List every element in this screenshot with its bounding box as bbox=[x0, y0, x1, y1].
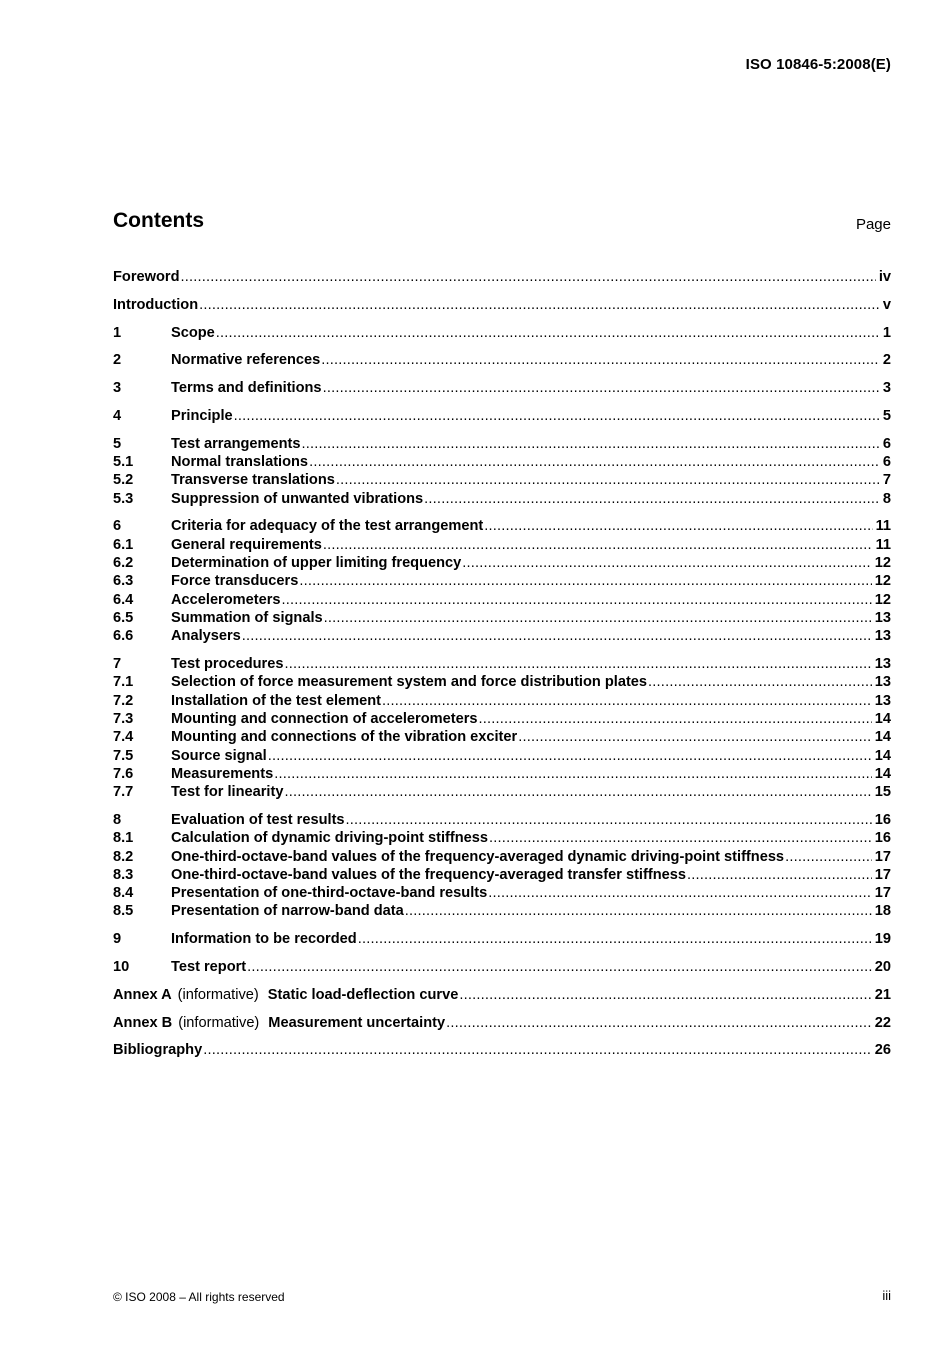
toc-entry-title: Mounting and connection of accelerometers bbox=[171, 710, 478, 727]
toc-entry-page: 6 bbox=[882, 435, 891, 452]
toc-entry-title: Foreword bbox=[113, 269, 180, 285]
toc-entry[interactable] bbox=[113, 268, 891, 286]
toc-entry-number: 5.3 bbox=[113, 490, 134, 507]
toc-dot-leader bbox=[274, 765, 872, 783]
toc-entry-annex-title: Static load-deflection curve bbox=[267, 986, 459, 1003]
toc-entry-number: 7.1 bbox=[113, 674, 134, 691]
toc-entry-page: 11 bbox=[875, 536, 891, 553]
toc-dot-leader bbox=[446, 1014, 872, 1032]
toc-entry-number: 3 bbox=[113, 380, 122, 397]
contents-heading: Contents bbox=[113, 209, 204, 232]
table-of-contents bbox=[113, 268, 891, 1060]
toc-entry-title: Determination of upper limiting frequency bbox=[171, 555, 462, 572]
toc-dot-leader bbox=[299, 572, 871, 590]
toc-entry[interactable] bbox=[113, 692, 891, 710]
toc-entry[interactable] bbox=[113, 554, 891, 572]
toc-entry-annex-type: (informative) bbox=[177, 986, 259, 1003]
toc-dot-leader bbox=[268, 747, 872, 765]
toc-entry-number: 8.4 bbox=[113, 885, 134, 902]
toc-entry-title: Annex A bbox=[113, 986, 172, 1003]
toc-entry-number: 7.2 bbox=[113, 692, 134, 709]
toc-entry-title: One-third-octave-band values of the frequency-averaged transfer stiffness bbox=[171, 866, 686, 883]
toc-entry-page: 11 bbox=[875, 518, 891, 535]
toc-entry-title: Selection of force measurement system and force distribution plates bbox=[171, 674, 648, 691]
toc-entry-title: Test arrangements bbox=[171, 435, 301, 452]
toc-entry-number: 6.4 bbox=[113, 591, 134, 608]
toc-entry-number: 6.3 bbox=[113, 573, 134, 590]
toc-entry-title: Scope bbox=[171, 324, 215, 341]
copyright-notice: © ISO 2008 – All rights reserved bbox=[113, 1290, 285, 1304]
toc-entry[interactable] bbox=[113, 747, 891, 765]
toc-entry-title: Summation of signals bbox=[171, 609, 323, 626]
toc-entry-title: Source signal bbox=[171, 747, 267, 764]
toc-entry-number: 10 bbox=[113, 959, 130, 975]
toc-dot-leader bbox=[247, 958, 872, 976]
toc-entry[interactable] bbox=[113, 811, 891, 829]
toc-entry-title: Evaluation of test results bbox=[171, 811, 345, 828]
toc-entry[interactable] bbox=[113, 728, 891, 746]
toc-entry-number: 5 bbox=[113, 435, 122, 452]
toc-entry[interactable] bbox=[113, 471, 891, 489]
toc-entry-number: 4 bbox=[113, 407, 122, 424]
toc-entry[interactable] bbox=[113, 765, 891, 783]
toc-entry-title: One-third-octave-band values of the frequency-averaged dynamic driving-point stiffness bbox=[171, 848, 785, 865]
toc-dot-leader bbox=[321, 351, 880, 369]
toc-dot-leader bbox=[489, 829, 872, 847]
toc-entry-title: Force transducers bbox=[171, 573, 299, 590]
toc-dot-leader bbox=[358, 930, 872, 948]
toc-entry-number: 6.5 bbox=[113, 609, 134, 626]
toc-entry-page: 22 bbox=[874, 1014, 891, 1031]
toc-entry-page: 16 bbox=[874, 830, 891, 847]
toc-dot-leader bbox=[199, 296, 880, 314]
toc-entry[interactable] bbox=[113, 958, 891, 976]
toc-entry-page: 3 bbox=[882, 380, 891, 397]
toc-entry[interactable] bbox=[113, 435, 891, 453]
toc-entry-title: Transverse translations bbox=[171, 472, 335, 489]
toc-dot-leader bbox=[284, 655, 871, 673]
toc-dot-leader bbox=[405, 902, 872, 920]
toc-entry-page: 21 bbox=[874, 986, 891, 1003]
toc-entry[interactable] bbox=[113, 783, 891, 801]
toc-entry[interactable] bbox=[113, 986, 891, 1004]
toc-entry[interactable] bbox=[113, 902, 891, 920]
toc-entry[interactable] bbox=[113, 829, 891, 847]
toc-entry[interactable] bbox=[113, 572, 891, 590]
toc-entry-title: Installation of the test element bbox=[171, 692, 382, 709]
toc-entry[interactable] bbox=[113, 453, 891, 471]
toc-entry-number: 7.7 bbox=[113, 784, 134, 801]
toc-entry[interactable] bbox=[113, 884, 891, 902]
toc-entry[interactable] bbox=[113, 1014, 891, 1032]
toc-entry-page: 26 bbox=[874, 1042, 891, 1059]
toc-entry[interactable] bbox=[113, 655, 891, 673]
toc-entry-page: 13 bbox=[874, 656, 891, 673]
toc-entry-number: 7 bbox=[113, 656, 122, 673]
toc-dot-leader bbox=[180, 268, 875, 286]
toc-entry-number: 8.2 bbox=[113, 848, 134, 865]
toc-entry-title: Normal translations bbox=[171, 454, 309, 471]
toc-entry[interactable] bbox=[113, 296, 891, 314]
toc-entry-page: 15 bbox=[874, 784, 891, 801]
toc-entry-title: Presentation of one-third-octave-band results bbox=[171, 885, 488, 902]
toc-entry-page: 13 bbox=[874, 692, 891, 709]
toc-entry-title: Analysers bbox=[171, 628, 241, 645]
toc-dot-leader bbox=[282, 591, 872, 609]
toc-dot-leader bbox=[488, 884, 872, 902]
toc-entry-number: 2 bbox=[113, 352, 122, 369]
toc-entry-page: 8 bbox=[882, 490, 891, 507]
toc-dot-leader bbox=[459, 986, 871, 1004]
toc-dot-leader bbox=[484, 517, 872, 535]
toc-entry-number: 6.6 bbox=[113, 628, 134, 645]
toc-entry-number: 8.5 bbox=[113, 903, 134, 920]
toc-entry[interactable] bbox=[113, 1041, 891, 1059]
toc-entry-page: 13 bbox=[874, 674, 891, 691]
toc-dot-leader bbox=[518, 728, 872, 746]
toc-dot-leader bbox=[302, 435, 880, 453]
toc-entry-number: 7.6 bbox=[113, 765, 134, 782]
toc-entry[interactable] bbox=[113, 930, 891, 948]
toc-entry-page: 12 bbox=[874, 591, 891, 608]
toc-entry-number: 6.1 bbox=[113, 536, 134, 553]
toc-dot-leader bbox=[424, 490, 880, 508]
toc-entry-title: Information to be recorded bbox=[171, 931, 357, 948]
toc-entry-title: Introduction bbox=[113, 296, 199, 313]
toc-dot-leader bbox=[323, 536, 873, 554]
toc-entry-page: 6 bbox=[882, 454, 891, 471]
toc-entry-number: 7.3 bbox=[113, 710, 134, 727]
toc-entry-number: 7.4 bbox=[113, 729, 134, 746]
toc-dot-leader bbox=[346, 811, 872, 829]
toc-entry-page: iv bbox=[878, 269, 891, 285]
toc-entry-title: Presentation of narrow-band data bbox=[171, 903, 404, 920]
toc-entry-number: 7.5 bbox=[113, 747, 134, 764]
toc-entry-page: 18 bbox=[874, 903, 891, 920]
toc-entry-page: 13 bbox=[874, 609, 891, 626]
toc-dot-leader bbox=[309, 453, 880, 471]
toc-dot-leader bbox=[648, 673, 872, 691]
toc-entry-page: 7 bbox=[882, 472, 891, 489]
toc-entry-title: Measurements bbox=[171, 765, 274, 782]
toc-entry-page: 14 bbox=[874, 729, 891, 746]
toc-entry-number: 9 bbox=[113, 931, 122, 948]
toc-entry[interactable] bbox=[113, 517, 891, 535]
toc-entry-title: Principle bbox=[171, 407, 233, 424]
toc-dot-leader bbox=[323, 379, 880, 397]
document-id: ISO 10846-5:2008(E) bbox=[745, 56, 891, 73]
toc-entry-title: Test report bbox=[171, 959, 247, 975]
toc-entry-title: Accelerometers bbox=[171, 591, 281, 608]
toc-entry-number: 5.2 bbox=[113, 472, 134, 489]
toc-entry[interactable] bbox=[113, 536, 891, 554]
toc-entry-page: 1 bbox=[882, 324, 891, 341]
toc-entry-number: 1 bbox=[113, 324, 122, 341]
toc-entry[interactable] bbox=[113, 866, 891, 884]
toc-dot-leader bbox=[462, 554, 871, 572]
toc-entry-number: 8.1 bbox=[113, 830, 134, 847]
toc-entry-number: 8 bbox=[113, 811, 122, 828]
toc-entry[interactable] bbox=[113, 379, 891, 397]
toc-dot-leader bbox=[479, 710, 872, 728]
toc-entry[interactable] bbox=[113, 324, 891, 342]
toc-entry-title: General requirements bbox=[171, 536, 322, 553]
toc-entry-page: 17 bbox=[874, 866, 891, 883]
toc-entry-page: 12 bbox=[874, 573, 891, 590]
toc-dot-leader bbox=[336, 471, 880, 489]
toc-entry[interactable] bbox=[113, 673, 891, 691]
page-number: iii bbox=[882, 1288, 891, 1303]
toc-entry-title: Bibliography bbox=[113, 1042, 203, 1059]
toc-dot-leader bbox=[687, 866, 872, 884]
toc-entry-page: 13 bbox=[874, 628, 891, 645]
toc-entry-number: 6 bbox=[113, 518, 122, 535]
toc-entry-title: Suppression of unwanted vibrations bbox=[171, 490, 424, 507]
toc-entry-title: Terms and definitions bbox=[171, 380, 322, 397]
toc-entry-annex-type: (informative) bbox=[178, 1014, 260, 1031]
toc-entry-number: 5.1 bbox=[113, 454, 134, 471]
toc-entry-page: 16 bbox=[874, 811, 891, 828]
toc-entry-page: 20 bbox=[874, 959, 891, 975]
toc-entry-page: 14 bbox=[874, 747, 891, 764]
toc-entry-page: 5 bbox=[882, 407, 891, 424]
toc-entry-page: 19 bbox=[874, 931, 891, 948]
toc-entry-page: 17 bbox=[874, 848, 891, 865]
toc-entry[interactable] bbox=[113, 351, 891, 369]
toc-dot-leader bbox=[284, 783, 871, 801]
toc-entry[interactable] bbox=[113, 627, 891, 645]
toc-entry[interactable] bbox=[113, 407, 891, 425]
toc-entry-title: Annex B bbox=[113, 1014, 173, 1031]
toc-entry-page: 14 bbox=[874, 710, 891, 727]
toc-entry-page: 14 bbox=[874, 765, 891, 782]
toc-entry-page: 17 bbox=[874, 885, 891, 902]
toc-dot-leader bbox=[234, 407, 880, 425]
toc-entry-annex-title: Measurement uncertainty bbox=[268, 1014, 446, 1031]
toc-entry[interactable] bbox=[113, 710, 891, 728]
toc-dot-leader bbox=[785, 848, 872, 866]
toc-entry-title: Criteria for adequacy of the test arrangement bbox=[171, 518, 484, 535]
toc-entry-title: Calculation of dynamic driving-point stiffness bbox=[171, 830, 489, 847]
toc-entry-page: v bbox=[882, 296, 891, 313]
toc-dot-leader bbox=[382, 692, 872, 710]
toc-entry-title: Test for linearity bbox=[171, 784, 284, 801]
toc-entry-number: 6.2 bbox=[113, 555, 134, 572]
toc-dot-leader bbox=[324, 609, 872, 627]
toc-entry-page: 12 bbox=[874, 555, 891, 572]
toc-dot-leader bbox=[216, 324, 880, 342]
toc-entry[interactable] bbox=[113, 848, 891, 866]
toc-entry-title: Normative references bbox=[171, 352, 321, 369]
toc-entry[interactable] bbox=[113, 490, 891, 508]
page-column-label: Page bbox=[855, 216, 891, 233]
toc-entry-title: Test procedures bbox=[171, 656, 284, 673]
toc-entry-title: Mounting and connections of the vibration exciter bbox=[171, 729, 518, 746]
toc-dot-leader bbox=[242, 627, 872, 645]
toc-dot-leader bbox=[203, 1041, 872, 1059]
toc-entry-number: 8.3 bbox=[113, 866, 134, 883]
toc-entry[interactable] bbox=[113, 591, 891, 609]
toc-entry[interactable] bbox=[113, 609, 891, 627]
toc-entry-page: 2 bbox=[882, 352, 891, 369]
